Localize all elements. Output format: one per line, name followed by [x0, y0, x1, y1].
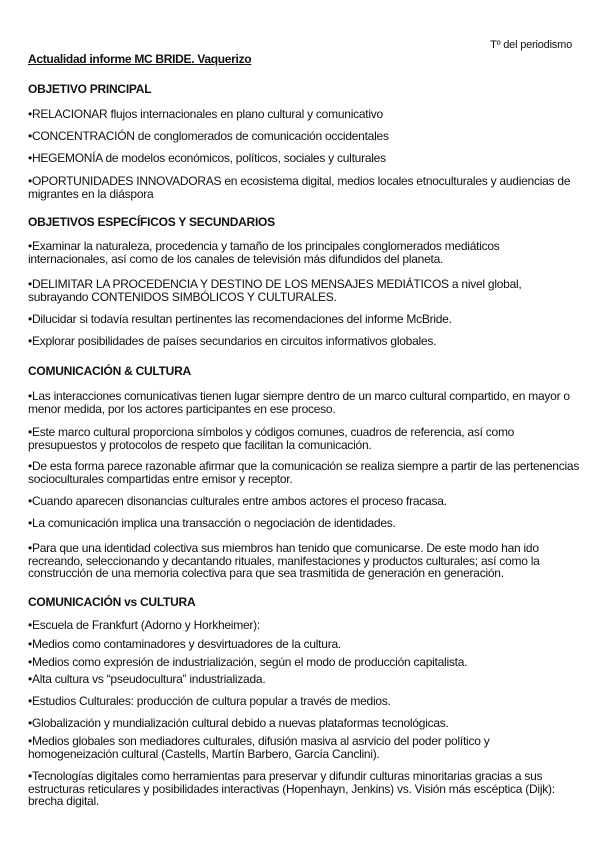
- list-item: •Globalización y mundialización cultural debido a nuevas plataformas tecnológicas.: [28, 716, 449, 730]
- list-item: •Medios como contaminadores y desvirtuadores de la cultura.: [28, 637, 341, 651]
- list-item: •La comunicación implica una transacción o negociación de identidades.: [28, 516, 396, 530]
- document-title: Actualidad informe MC BRIDE. Vaquerizo: [28, 52, 252, 66]
- list-item: •Estudios Culturales: producción de cultura popular a través de medios.: [28, 694, 391, 708]
- list-item: •Medios globales son mediadores culturales, difusión masiva al asrvicio del poder político y homogeneización cultural (Castells, Martín Barbero, García Canclini).: [28, 734, 490, 761]
- list-item: •Cuando aparecen disonancias culturales entre ambos actores el proceso fracasa.: [28, 494, 447, 508]
- list-item: •Examinar la naturaleza, procedencia y tamaño de los principales conglomerados mediáticos internacionales, así como de los canales de televisión más difundidos del planeta.: [28, 239, 500, 266]
- list-item: •CONCENTRACIÓN de conglomerados de comunicación occidentales: [28, 129, 389, 143]
- list-item: •Las interacciones comunicativas tienen lugar siempre dentro de un marco cultural compartido, en mayor o menor medida, por los actores participantes en ese proceso.: [28, 389, 570, 416]
- list-item: •De esta forma parece razonable afirmar que la comunicación se realiza siempre a partir de las pertenencias socioculturales compartidas entre emisor y receptor.: [28, 459, 580, 486]
- list-item: •DELIMITAR LA PROCEDENCIA Y DESTINO DE LOS MENSAJES MEDIÁTICOS a nivel global, subrayando CONTENIDOS SIMBÓLICOS Y CULTURALES.: [28, 277, 522, 304]
- list-item: •Este marco cultural proporciona símbolos y códigos comunes, cuadros de referencia, así como presupuestos y protocolos de respeto que facilitan la comunicación.: [28, 425, 515, 452]
- list-item: •Dilucidar si todavía resultan pertinentes las recomendaciones del informe McBride.: [28, 312, 452, 326]
- list-item: •Medios como expresión de industrialización, según el modo de producción capitalista.: [28, 655, 468, 669]
- list-item: •Escuela de Frankfurt (Adorno y Horkheimer):: [28, 618, 260, 632]
- section-heading: COMUNICACIÓN vs CULTURA: [28, 595, 196, 609]
- list-item: •Alta cultura vs “pseudocultura” industrializada.: [28, 672, 266, 686]
- section-heading: COMUNICACIÓN & CULTURA: [28, 364, 191, 378]
- list-item: •HEGEMONÍA de modelos económicos, políticos, sociales y culturales: [28, 151, 386, 165]
- list-item: •OPORTUNIDADES INNOVADORAS en ecosistema digital, medios locales etnoculturales y audiencias de migrantes en la diáspora: [28, 174, 571, 201]
- list-item: •Tecnologías digitales como herramientas para preservar y difundir culturas minoritarias gracias a sus estructuras reticulares y posibilidades interactivas (Hopenhayn, Jenkins) vs. Visión más escéptica (Dijk): brecha digital.: [28, 769, 555, 809]
- list-item: •RELACIONAR flujos internacionales en plano cultural y comunicativo: [28, 107, 383, 121]
- list-item: •Para que una identidad colectiva sus miembros han tenido que comunicarse. De este modo han ido recreando, seleccionando y decantando rituales, manifestaciones y productos culturales; así como la construcción de una memoria colectiva para que sea trasmitida de generación en generación.: [28, 541, 540, 581]
- list-item: •Explorar posibilidades de países secundarios en circuitos informativos globales.: [28, 334, 437, 348]
- section-heading: OBJETIVO PRINCIPAL: [28, 82, 152, 96]
- header-subject: Tº del periodismo: [490, 39, 572, 51]
- section-heading: OBJETIVOS ESPECÍFICOS Y SECUNDARIOS: [28, 215, 275, 229]
